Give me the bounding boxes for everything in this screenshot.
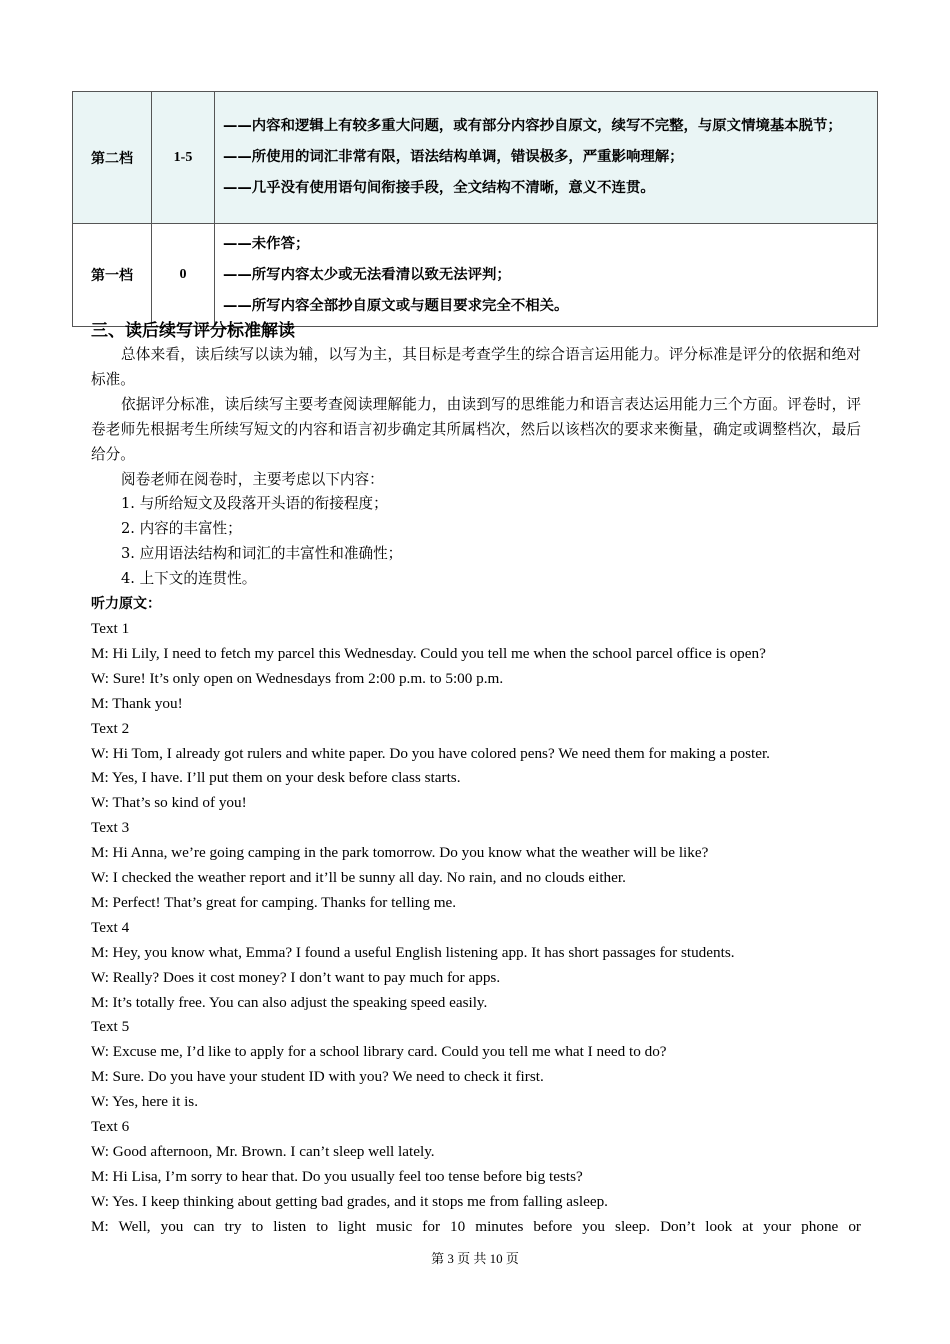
transcript-line: M: Yes, I have. I’ll put them on your desk before class starts. (91, 769, 461, 787)
table-row (73, 92, 878, 224)
transcript-line: M: Thank you! (91, 694, 183, 712)
grade-score: 1-5 (152, 92, 215, 224)
transcript-line: Text 3 (91, 819, 130, 837)
list-item: 4. 上下文的连贯性。 (121, 570, 257, 588)
transcript-line: M: Well, you can try to listen to light music for 10 minutes before you sleep. Don’t look at your phone or (91, 1217, 861, 1235)
transcript-line: W: Yes, here it is. (91, 1093, 199, 1111)
transcript-line: Text 6 (91, 1118, 130, 1136)
page-footer: 第 3 页 共 10 页 (431, 1251, 519, 1266)
table-row (73, 224, 878, 327)
criteria-item: ——几乎没有使用语句间衔接手段，全文结构不清晰，意义不连贯。 (223, 180, 655, 196)
criteria-item: ——未作答； (223, 235, 310, 252)
grade-score: 0 (152, 224, 215, 327)
transcript-line: M: Hi Lily, I need to fetch my parcel this Wednesday. Could you tell me when the school parcel office is open? (91, 644, 766, 662)
transcript-line: W: I checked the weather report and it’ll be sunny all day. No rain, and no clouds either. (91, 869, 626, 887)
document-body (91, 343, 861, 1240)
paragraph: 总体来看，读后续写以读为辅，以写为主，其目标是考查学生的综合语言运用能力。评分标准是评分的依据和绝对标准。 (91, 346, 861, 388)
list-item: 2. 内容的丰富性； (121, 520, 242, 538)
paragraph: 依据评分标准，读后续写主要考查阅读理解能力，由读到写的思维能力和语言表达运用能力三个方面。评卷时，评卷老师先根据考生所续写短文的内容和语言初步确定其所属档次，然后以该档次的要求来衡量，确定或调整档次，最后给分。 (91, 395, 861, 463)
transcript-line: M: Hi Anna, we’re going camping in the park tomorrow. Do you know what the weather will be like? (91, 844, 709, 862)
grade-criteria (215, 92, 878, 224)
transcript-line: W: Hi Tom, I already got rulers and white paper. Do you have colored pens? We need them for making a poster. (91, 744, 770, 762)
grade-level: 第一档 (73, 224, 152, 327)
criteria-item: ——所写内容全部抄自原文或与题目要求完全不相关。 (223, 297, 569, 314)
transcript-line: W: That’s so kind of you! (91, 794, 247, 812)
transcript-line: M: Sure. Do you have your student ID with you? We need to check it first. (91, 1068, 544, 1086)
transcript-line: W: Excuse me, I’d like to apply for a school library card. Could you tell me what I need to do? (91, 1043, 667, 1061)
transcript-heading: 听力原文： (91, 596, 161, 613)
transcript-line: M: Perfect! That’s great for camping. Thanks for telling me. (91, 893, 457, 911)
transcript-line: M: It’s totally free. You can also adjust the speaking speed easily. (91, 993, 488, 1011)
transcript-line: Text 1 (91, 619, 130, 637)
criteria-item: ——内容和逻辑上有较多重大问题，或有部分内容抄自原文，续写不完整，与原文情境基本脱节； (223, 118, 842, 134)
grade-level: 第二档 (73, 92, 152, 224)
list-item: 1. 与所给短文及段落开头语的衔接程度； (121, 495, 388, 513)
transcript-line: Text 4 (91, 918, 130, 936)
criteria-item: ——所写内容太少或无法看清以致无法评判； (223, 266, 511, 283)
section-title: 三、读后续写评分标准解读 (91, 321, 295, 341)
transcript-line: W: Good afternoon, Mr. Brown. I can’t sleep well lately. (91, 1143, 435, 1160)
grading-table (72, 91, 878, 327)
grade-criteria (215, 224, 878, 327)
list-item: 3. 应用语法结构和词汇的丰富性和准确性； (121, 545, 403, 563)
transcript-line: W: Really? Does it cost money? I don’t want to pay much for apps. (91, 968, 501, 986)
transcript-line: M: Hi Lisa, I’m sorry to hear that. Do you usually feel too tense before big tests? (91, 1167, 583, 1185)
criteria-item: ——所使用的词汇非常有限，语法结构单调，错误极多，严重影响理解； (223, 149, 684, 165)
transcript-line: Text 2 (91, 719, 130, 737)
transcript-line: Text 5 (91, 1018, 130, 1036)
transcript-line: W: Sure! It’s only open on Wednesdays from 2:00 p.m. to 5:00 p.m. (91, 669, 504, 687)
paragraph: 阅卷老师在阅卷时，主要考虑以下内容： (121, 470, 384, 488)
transcript-line: M: Hey, you know what, Emma? I found a useful English listening app. It has short passages for students. (91, 943, 735, 961)
transcript-line: W: Yes. I keep thinking about getting bad grades, and it stops me from falling asleep. (91, 1192, 608, 1210)
